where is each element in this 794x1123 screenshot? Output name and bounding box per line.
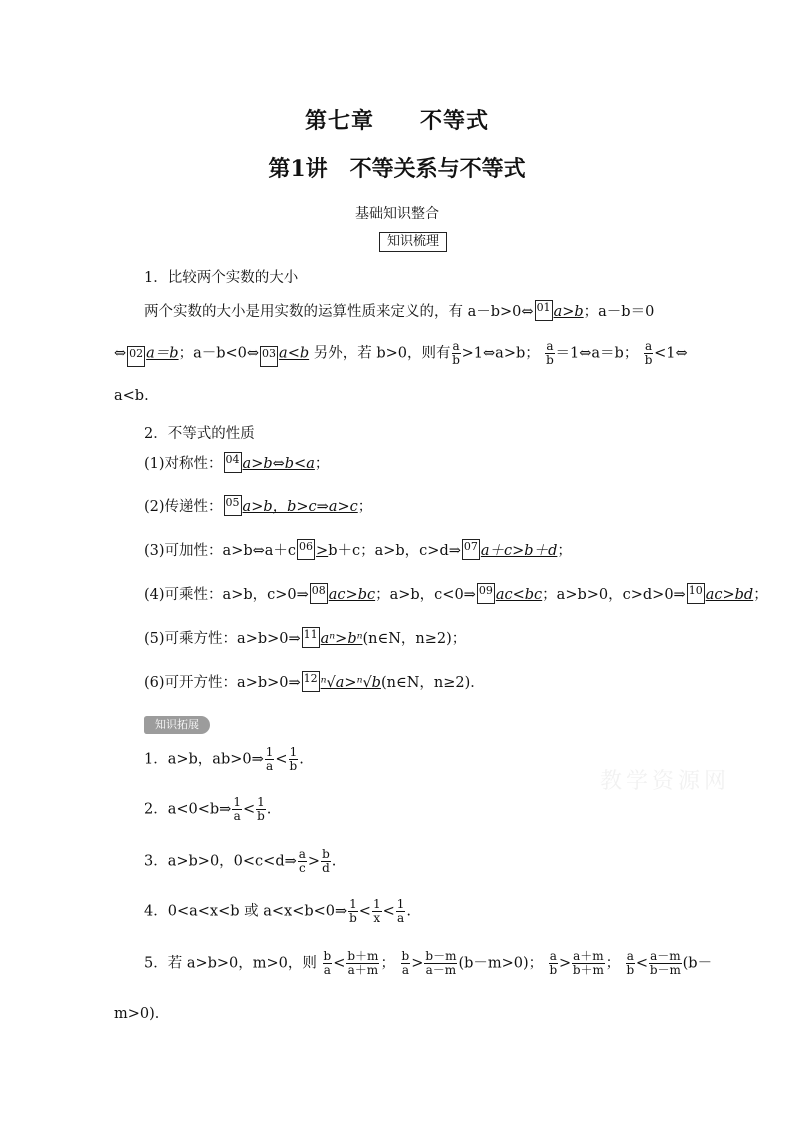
- fraction: $\frac{1}{a}$: [265, 745, 274, 773]
- section-tag: 知识梳理: [379, 232, 447, 252]
- section2-title: 2．不等式的性质: [144, 426, 255, 442]
- extension-item: 3．a>b>0，0<c<d⇒ $\frac{a}{c}$ > $\frac{b}{d}$ .: [144, 847, 337, 875]
- section1-title: 1．比较两个实数的大小: [144, 270, 299, 286]
- blank-number: 09: [477, 583, 495, 604]
- fraction: $\frac{1}{b}$: [349, 897, 357, 925]
- extension-item: 1．a>b，ab>0⇒ $\frac{1}{a}$ < $\frac{1}{b}$ .: [144, 745, 304, 773]
- answer: a<b: [279, 345, 310, 362]
- blank-number: 01: [535, 300, 553, 321]
- chapter-title: 第七章 不等式: [304, 108, 489, 134]
- fraction: $\frac{a}{b}$: [644, 339, 653, 367]
- fraction: $\frac{1}{b}$: [289, 745, 298, 773]
- section1-line1: 两个实数的大小是用实数的运算性质来定义的，有 a－b>0⇔ 01 a>b；a－b＝0: [144, 301, 655, 320]
- blank-number: 02: [127, 346, 145, 367]
- property-multiplicative: (4)可乘性：a>b，c>0⇒ 08 ac>bc；a>b，c<0⇒ 09 ac<bc；a>b>0，c>d>0⇒ 10 ac>bd；: [144, 584, 768, 603]
- fraction: $\frac{a+m}{b+m}$: [572, 949, 604, 977]
- fraction: $\frac{b}{d}$: [322, 847, 330, 875]
- fraction: $\frac{b}{a}$: [401, 949, 410, 977]
- blank-number: 04: [224, 452, 242, 473]
- subtitle: 基础知识整合: [355, 206, 439, 222]
- answer: ac<bc: [495, 587, 543, 603]
- answer: ac>bd: [705, 587, 754, 603]
- fraction: $\frac{a}{c}$: [298, 847, 306, 875]
- answer: a＝b: [146, 345, 179, 362]
- answer: a>b，b>c⇒a>c: [242, 499, 358, 515]
- blank-number: 07: [462, 539, 480, 560]
- property-symmetry: (1)对称性： 04 a>b⇔b<a；: [144, 453, 330, 472]
- lecture-title: 第1讲 不等关系与不等式: [268, 156, 526, 182]
- fraction: $\frac{1}{a}$: [396, 897, 405, 925]
- fraction: $\frac{1}{b}$: [257, 795, 265, 823]
- blank-number: 12: [302, 671, 320, 692]
- answer: ⁿ√a>ⁿ√b: [320, 675, 381, 691]
- fraction: $\frac{a-m}{b-m}$: [649, 949, 681, 977]
- property-additive: (3)可加性：a>b⇔a＋c 06 >b＋c；a>b，c>d⇒ 07 a＋c>b＋d；: [144, 540, 572, 559]
- fraction: $\frac{1}{x}$: [372, 897, 381, 925]
- extension-item: 2．a<0<b⇒ $\frac{1}{a}$ < $\frac{1}{b}$ .: [144, 795, 272, 823]
- fraction: $\frac{b+m}{a+m}$: [347, 949, 379, 977]
- extension-item: 4．0<a<x<b 或 a<x<b<0⇒ $\frac{1}{b}$ < $\frac{1}{x}$ < $\frac{1}{a}$ .: [144, 897, 411, 925]
- answer: a＋c>b＋d: [480, 543, 558, 559]
- section1-line3: a<b.: [114, 388, 149, 404]
- fraction: $\frac{a}{b}$: [549, 949, 558, 977]
- watermark: 教学资源网: [600, 769, 731, 794]
- property-root: (6)可开方性：a>b>0⇒ 12 ⁿ√a>ⁿ√b(n∈N，n≥2)．: [144, 672, 485, 691]
- answer: a>b: [553, 304, 584, 320]
- blank-number: 11: [302, 627, 320, 648]
- extension-item-5: 5．若 a>b>0，m>0，则 $\frac{b}{a}$ < $\frac{b+m}{a+m}$ ； $\frac{b}{a}$ > $\frac{b-m}{a-m}$ (b－m>0)； $\frac{a}{b}$ > $\frac{a+m}{b+m}$ ； $\frac{a}{b}$ < $\frac{a-m}{b-m}$ (b－: [144, 949, 713, 977]
- blank-number: 05: [224, 495, 242, 516]
- blank-number: 06: [297, 539, 315, 560]
- blank-number: 10: [687, 583, 705, 604]
- fraction: $\frac{a}{b}$: [452, 339, 460, 367]
- fraction: $\frac{1}{a}$: [233, 795, 241, 823]
- fraction: $\frac{a}{b}$: [626, 949, 635, 977]
- answer: aⁿ>bⁿ: [320, 631, 363, 647]
- blank-number: 03: [260, 346, 278, 367]
- section1-line2: ⇔ 02 a＝b；a－b<0⇔ 03 a<b 另外，若 b>0，则有 $\frac{a}{b}$ >1⇔a>b； $\frac{a}{b}$ ＝1⇔a＝b； $\frac{a}{b}$ <1⇔: [114, 339, 688, 367]
- fraction: $\frac{a}{b}$: [546, 339, 554, 367]
- property-power: (5)可乘方性：a>b>0⇒ 11 aⁿ>bⁿ(n∈N，n≥2)；: [144, 628, 467, 647]
- answer: a>b⇔b<a: [242, 456, 315, 472]
- answer: ac>bc: [328, 587, 376, 603]
- answer: >: [316, 543, 329, 559]
- fraction: $\frac{b-m}{a-m}$: [425, 949, 457, 977]
- fraction: $\frac{b}{a}$: [323, 949, 332, 977]
- blank-number: 08: [310, 583, 328, 604]
- property-transitive: (2)传递性： 05 a>b，b>c⇒a>c；: [144, 496, 373, 515]
- extension-tag: 知识拓展: [144, 716, 210, 734]
- extension-item-5-end: m>0)．: [114, 1006, 170, 1022]
